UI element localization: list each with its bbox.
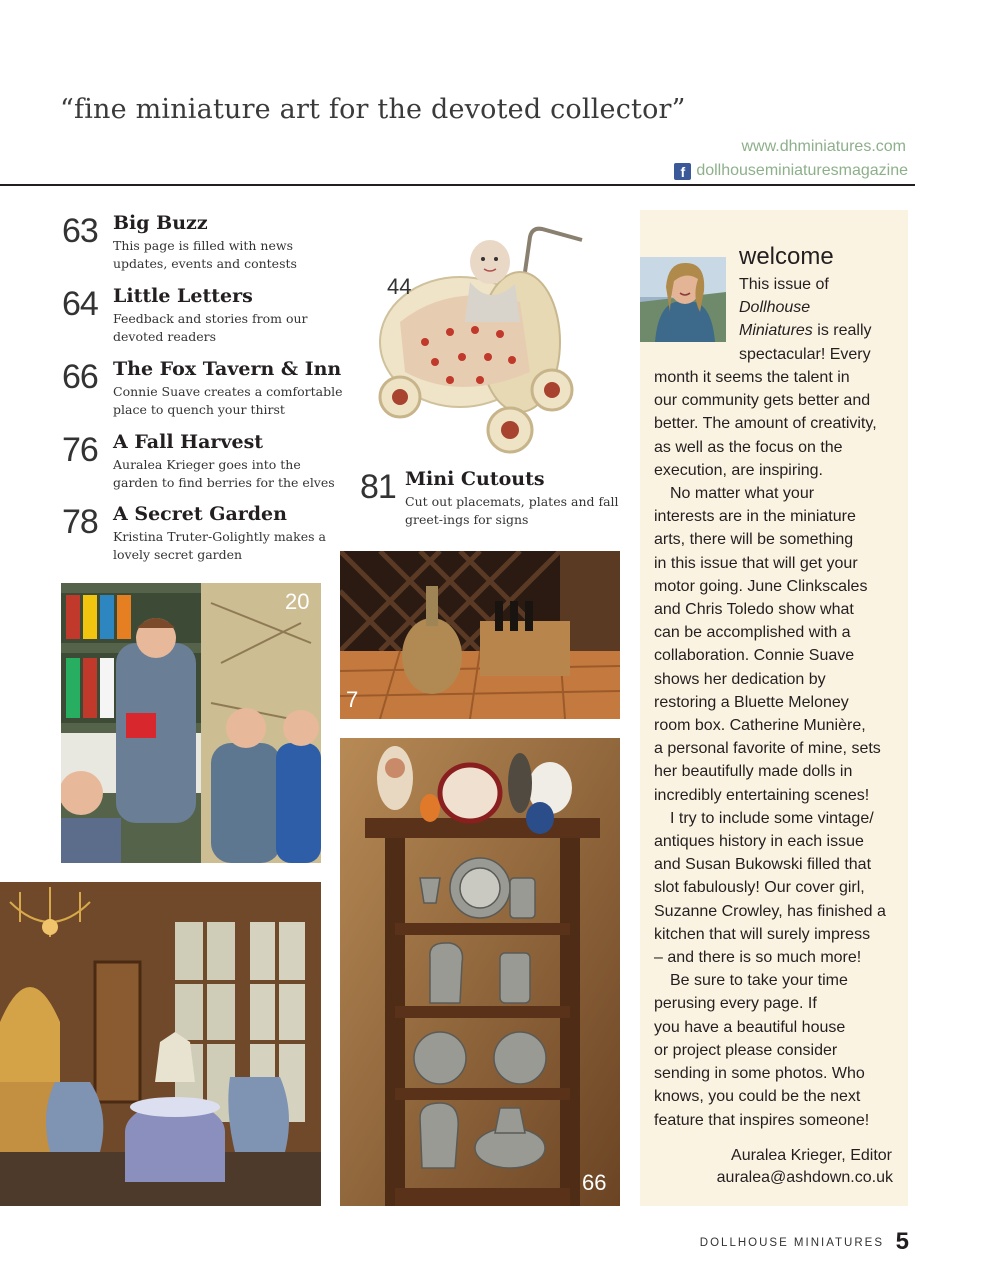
welcome-line: kitchen that will surely impress <box>654 925 871 943</box>
entry-description: Feedback and stories from our devoted readers <box>113 311 308 344</box>
pram-photo[interactable] <box>370 212 590 462</box>
entry-description: Connie Suave creates a comfortable place to quench your thirst <box>113 384 343 417</box>
photo-page-number: 44 <box>387 274 412 299</box>
photo-page-number: 66 <box>582 1170 607 1195</box>
kids-photo[interactable] <box>61 583 321 863</box>
welcome-line: knows, you could be the next <box>654 1088 861 1106</box>
entry-description: Kristina Truter-Golightly makes a lovely secret garden <box>113 529 326 562</box>
editor-signature: Auralea Krieger, Editor <box>731 1147 892 1164</box>
photo-page-number: 7 <box>346 687 359 712</box>
editor-portrait <box>640 257 726 342</box>
welcome-line: or project please consider <box>654 1041 838 1059</box>
welcome-intro <box>739 273 872 366</box>
entry-description: This page is filled with news updates, events and contests <box>113 238 297 271</box>
facebook-handle: dollhouseminiaturesmagazine <box>696 162 908 179</box>
welcome-line: perusing every page. If <box>654 995 817 1013</box>
page-number: 5 <box>895 1228 909 1255</box>
welcome-line: Be sure to take your time <box>654 972 848 990</box>
entry-page-number: 66 <box>62 358 98 396</box>
welcome-heading: welcome <box>739 243 834 270</box>
entry-description: Auralea Krieger goes into the garden to find berries for the elves <box>113 457 335 490</box>
welcome-line: feature that inspires someone! <box>654 1111 870 1129</box>
welcome-line: sending in some photos. Who <box>654 1065 865 1083</box>
welcome-line: Suzanne Crowley, has finished a <box>654 902 886 920</box>
entry-page-number: 63 <box>62 212 98 250</box>
entry-title: Little Letters <box>113 285 253 307</box>
header-divider <box>0 184 915 186</box>
bedroom-photo[interactable] <box>0 882 321 1206</box>
welcome-line: as well as the focus on the <box>654 438 843 456</box>
tagline: “fine miniature art for the devoted collector” <box>60 94 686 125</box>
welcome-line: antiques history in each issue <box>654 833 864 851</box>
editor-email[interactable]: auralea@ashdown.co.uk <box>716 1169 893 1186</box>
website-link[interactable]: www.dhminiatures.com <box>741 138 906 155</box>
pewter-dresser-photo[interactable] <box>340 738 620 1206</box>
entry-page-number: 76 <box>62 431 98 469</box>
welcome-line: her beautifully made dolls in <box>654 763 853 781</box>
welcome-line: No matter what your <box>654 485 815 503</box>
wine-photo[interactable] <box>340 551 620 719</box>
welcome-line: arts, there will be something <box>654 531 854 549</box>
entry-page-number: 64 <box>62 285 98 323</box>
entry-description: Cut out placemats, plates and fall greet-ings for signs <box>405 494 619 527</box>
welcome-line: restoring a Bluette Meloney <box>654 693 849 711</box>
welcome-line: our community gets better and <box>654 392 871 410</box>
welcome-line: room box. Catherine Munière, <box>654 717 866 735</box>
welcome-line: This issue of <box>739 276 829 293</box>
entry-page-number: 81 <box>360 468 396 506</box>
welcome-line: month it seems the talent in <box>654 369 850 386</box>
welcome-line: I try to include some vintage/ <box>654 809 874 827</box>
photo-page-number: 20 <box>285 589 310 614</box>
entry-title: Big Buzz <box>113 212 208 234</box>
welcome-body <box>654 366 904 1132</box>
welcome-line: slot fabulously! Our cover girl, <box>654 879 865 897</box>
welcome-line: collaboration. Connie Suave <box>654 647 855 665</box>
welcome-line: a personal favorite of mine, sets <box>654 740 881 758</box>
welcome-line: Miniatures is really <box>739 322 872 340</box>
welcome-line: and Chris Toledo show what <box>654 601 854 619</box>
welcome-line: incredibly entertaining scenes! <box>654 786 870 804</box>
welcome-line: in this issue that will get your <box>654 554 858 572</box>
welcome-line: execution, are inspiring. <box>654 461 823 479</box>
welcome-line: better. The amount of creativity, <box>654 415 877 433</box>
entry-page-number: 78 <box>62 503 98 541</box>
welcome-line: and Susan Bukowski filled that <box>654 856 872 874</box>
welcome-line: you have a beautiful house <box>654 1018 846 1036</box>
welcome-line: can be accomplished with a <box>654 624 851 642</box>
welcome-line: – and there is so much more! <box>654 949 862 967</box>
entry-title: A Fall Harvest <box>113 431 264 453</box>
facebook-icon: f <box>674 163 691 180</box>
entry-title: Mini Cutouts <box>405 468 545 490</box>
welcome-line: Dollhouse <box>739 299 811 317</box>
welcome-line: spectacular! Every <box>739 345 871 363</box>
welcome-line: interests are in the miniature <box>654 508 856 526</box>
welcome-line: motor going. June Clinkscales <box>654 577 868 595</box>
welcome-line: shows her dedication by <box>654 670 826 688</box>
entry-title: A Secret Garden <box>113 503 287 525</box>
entry-title: The Fox Tavern & Inn <box>113 358 342 380</box>
facebook-link[interactable] <box>674 162 908 180</box>
magazine-name: DOLLHOUSE MINIATURES <box>699 1237 884 1249</box>
